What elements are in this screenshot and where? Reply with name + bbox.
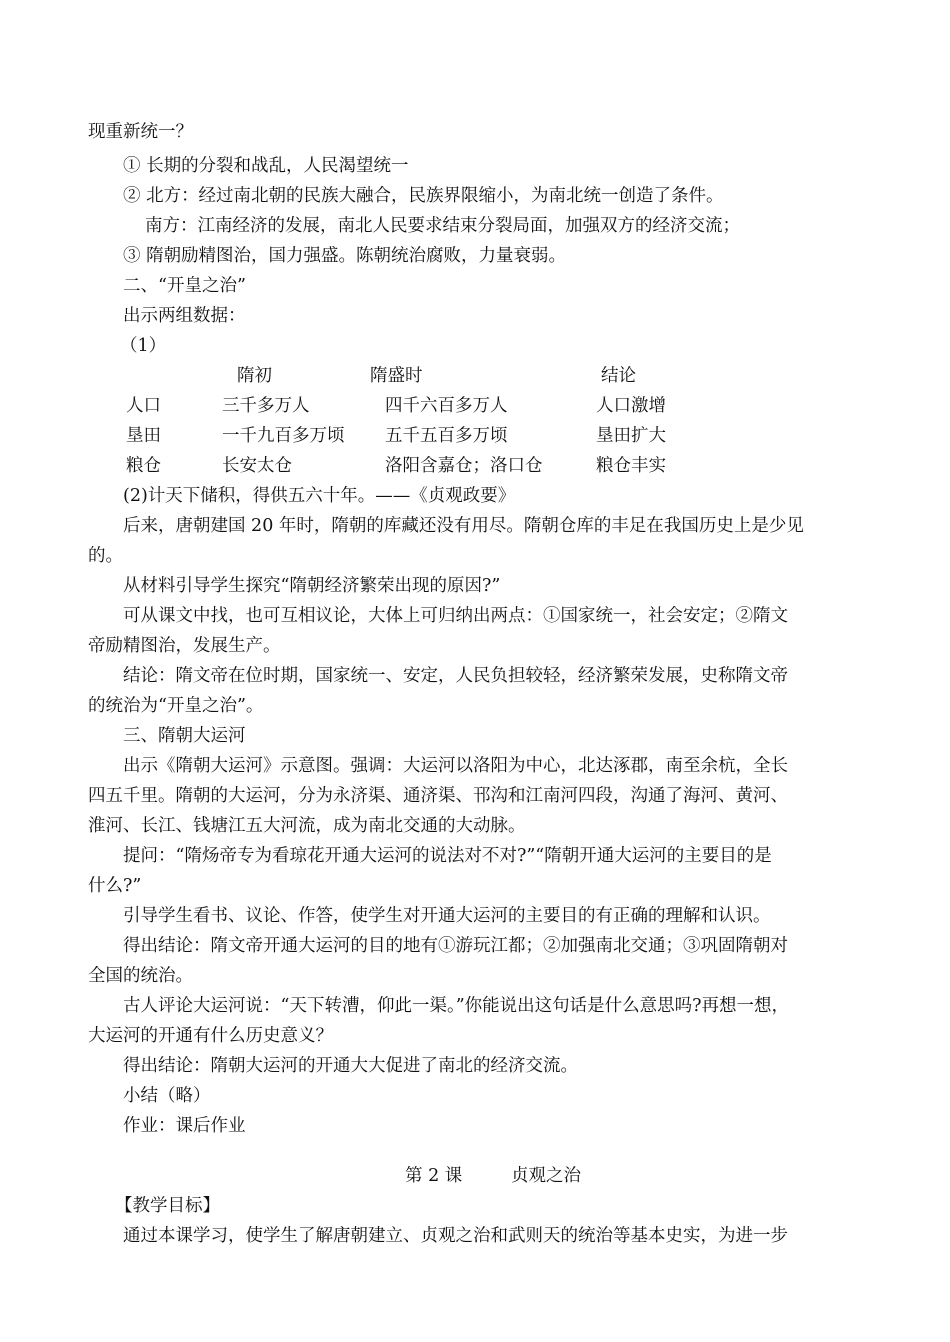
text-line: 全国的统治。 — [88, 966, 193, 986]
section-heading: 【教学目标】 — [115, 1196, 220, 1216]
text-line: 南方：江南经济的发展，南北人民要求结束分裂局面，加强双方的经济交流； — [145, 216, 740, 236]
text-line: 淮河、长江、钱塘江五大河流，成为南北交通的大动脉。 — [88, 816, 526, 836]
table-header: 结论 — [601, 366, 636, 386]
table-cell: 三千多万人 — [222, 396, 310, 416]
text-line: 小结（略） — [123, 1086, 211, 1106]
text-line: 出示两组数据： — [123, 306, 246, 326]
text-line: 帝励精图治，发展生产。 — [88, 636, 281, 656]
text-line: 结论：隋文帝在位时期，国家统一、安定，人民负担较轻，经济繁荣发展，史称隋文帝 — [123, 666, 788, 686]
table-cell: 五千五百多万顷 — [385, 426, 508, 446]
text-line: 引导学生看书、议论、作答，使学生对开通大运河的主要目的有正确的理解和认识。 — [123, 906, 771, 926]
table-cell: 垦田扩大 — [596, 426, 666, 446]
table-cell: 长安太仓 — [222, 456, 292, 476]
text-line: 四五千里。隋朝的大运河，分为永济渠、通济渠、邗沟和江南河四段，沟通了海河、黄河、 — [88, 786, 788, 806]
text-line: 从材料引导学生探究“隋朝经济繁荣出现的原因?” — [123, 576, 501, 596]
table-cell: 粮仓丰实 — [596, 456, 666, 476]
table-cell: 洛阳含嘉仓；洛口仓 — [385, 456, 543, 476]
text-line: 作业：课后作业 — [123, 1116, 246, 1136]
text-line: 现重新统一？ — [88, 122, 193, 142]
text-line: 的统治为“开皇之治”。 — [88, 696, 264, 716]
table-header: 隋盛时 — [370, 366, 423, 386]
list-item: ① 长期的分裂和战乱，人民渴望统一 — [123, 156, 409, 176]
data-group-label: （1） — [120, 336, 167, 356]
lesson-number: 第 2 课 — [405, 1166, 463, 1186]
table-cell: 四千六百多万人 — [385, 396, 508, 416]
text-line: 提问：“隋炀帝专为看琼花开通大运河的说法对不对?”“隋朝开通大运河的主要目的是 — [123, 846, 772, 866]
table-cell: 人口 — [126, 396, 161, 416]
text-line: 什么?” — [88, 876, 142, 896]
text-line: 后来，唐朝建国 20 年时，隋朝的库藏还没有用尽。隋朝仓库的丰足在我国历史上是少见 — [123, 516, 804, 536]
quote-line: (2)计天下储积，得供五六十年。——《贞观政要》 — [123, 486, 516, 506]
text-line: 得出结论：隋文帝开通大运河的目的地有①游玩江都；②加强南北交通；③巩固隋朝对 — [123, 936, 788, 956]
section-heading: 二、“开皇之治” — [123, 276, 246, 296]
table-cell: 一千九百多万顷 — [222, 426, 345, 446]
text-line: 大运河的开通有什么历史意义？ — [88, 1026, 333, 1046]
text-line: 得出结论：隋朝大运河的开通大大促进了南北的经济交流。 — [123, 1056, 578, 1076]
list-item: ③ 隋朝励精图治，国力强盛。陈朝统治腐败，力量衰弱。 — [123, 246, 567, 266]
table-cell: 粮仓 — [126, 456, 161, 476]
table-header: 隋初 — [237, 366, 272, 386]
text-line: 的。 — [88, 546, 123, 566]
table-cell: 人口激增 — [596, 396, 666, 416]
lesson-name: 贞观之治 — [511, 1166, 581, 1186]
list-item: ② 北方：经过南北朝的民族大融合，民族界限缩小，为南北统一创造了条件。 — [123, 186, 724, 206]
text-line: 通过本课学习，使学生了解唐朝建立、贞观之治和武则天的统治等基本史实，为进一步 — [123, 1226, 788, 1246]
text-line: 出示《隋朝大运河》示意图。强调：大运河以洛阳为中心，北达涿郡，南至余杭，全长 — [123, 756, 788, 776]
section-heading: 三、隋朝大运河 — [123, 726, 246, 746]
text-line: 可从课文中找，也可互相议论，大体上可归纳出两点：①国家统一，社会安定；②隋文 — [123, 606, 788, 626]
table-cell: 垦田 — [126, 426, 161, 446]
text-line: 古人评论大运河说：“天下转漕，仰此一渠。”你能说出这句话是什么意思吗?再想一想， — [123, 996, 790, 1016]
